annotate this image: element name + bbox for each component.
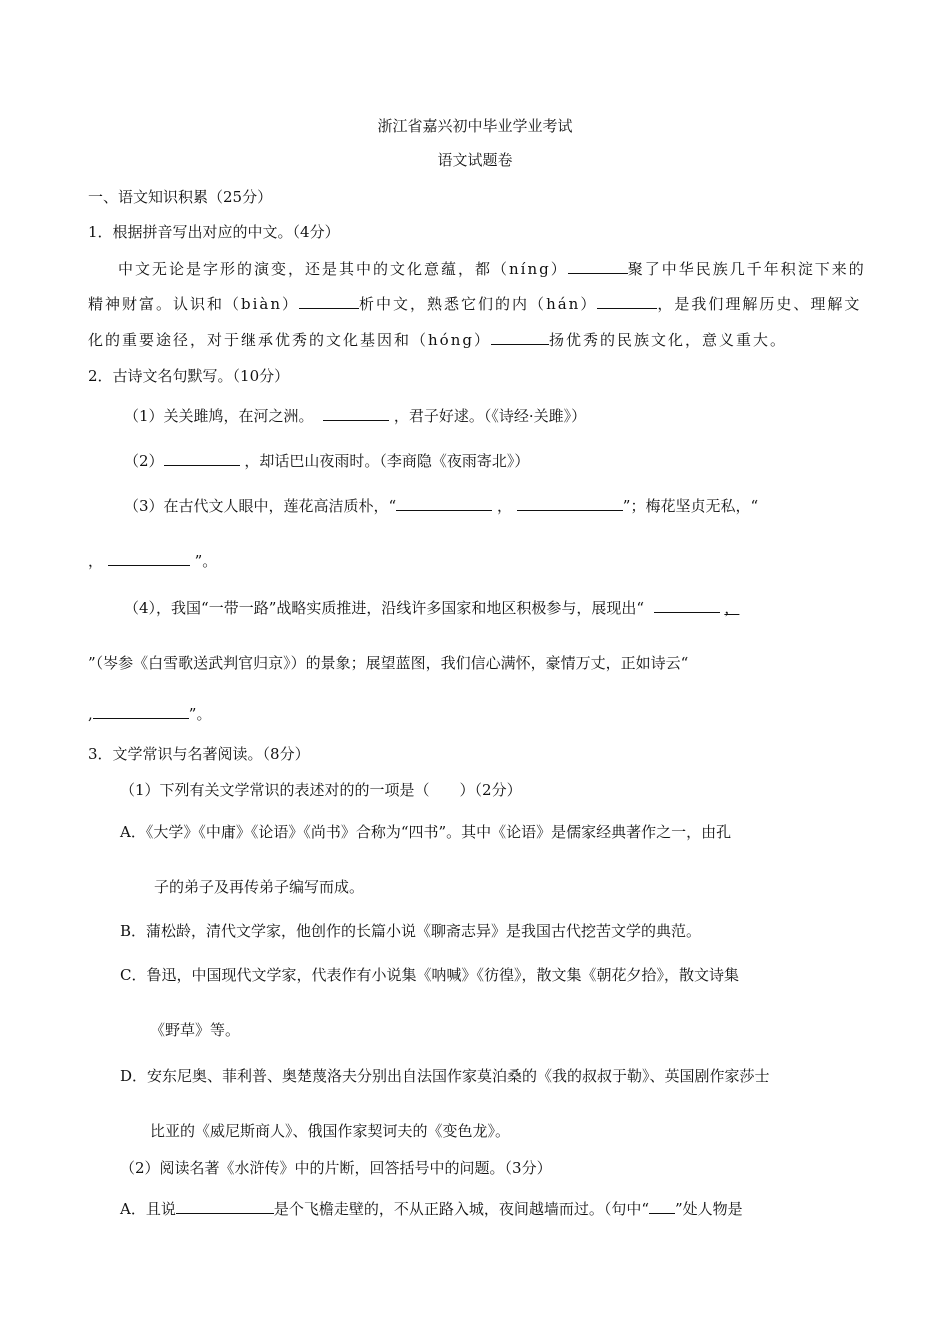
option-a-line1: A．《大学》《中庸》《论语》《尚书》合称为“四书”。其中《论语》是儒家经典著作之一，由孔: [120, 823, 732, 841]
question-1-para-line2: 精神财富。认识和（biàn） 析中文，熟悉它们的内（hán） ，是我们理解历史、理解文: [88, 295, 862, 313]
pinyin: hóng: [428, 331, 474, 349]
pinyin: hán: [546, 295, 581, 313]
answer-blank[interactable]: [323, 406, 389, 421]
answer-blank[interactable]: [164, 451, 240, 466]
question-2-item-3: （3）在古代文人眼中，莲花高洁质朴，“ ， ”；梅花坚贞无私，“: [124, 497, 759, 515]
pinyin: biàn: [241, 295, 283, 313]
answer-blank[interactable]: [299, 294, 359, 309]
option-b: B．蒲松龄，清代文学家，他创作的长篇小说《聊斋志异》是我国古代挖苦文学的典范。: [120, 922, 702, 940]
answer-blank[interactable]: [597, 294, 657, 309]
question-1-para-line1: 中文无论是字形的演变，还是其中的文化意蕴，都（níng） 聚了中华民族几千年积淀下来的: [118, 260, 866, 278]
pinyin: níng: [509, 260, 551, 278]
question-3-sub-2-a: A．且说 是个飞檐走壁的，不从正路入城，夜间越墙而过。（句中“ ”处人物是: [120, 1200, 743, 1218]
answer-blank[interactable]: [654, 598, 720, 613]
answer-blank[interactable]: [568, 259, 628, 274]
answer-blank[interactable]: [93, 704, 189, 719]
answer-blank[interactable]: [176, 1199, 274, 1214]
question-3-sub-2: （2）阅读名著《水浒传》中的片断，回答括号中的问题。（3分）: [120, 1159, 552, 1177]
page-title: 浙江省嘉兴初中毕业学业考试: [377, 117, 573, 135]
answer-blank[interactable]: [517, 496, 623, 511]
question-2-item-4-end: , ”。: [88, 705, 212, 723]
answer-blank[interactable]: [396, 496, 492, 511]
option-d-line2: 比亚的《威尼斯商人》、俄国作家契诃夫的《变色龙》。: [150, 1122, 511, 1140]
question-1-para-line3: 化的重要途径，对于继承优秀的文化基因和（hóng） 扬优秀的民族文化，意义重大。: [88, 331, 788, 349]
question-2-item-3-cont: ， ”。: [88, 552, 218, 570]
question-1-stem: 1．根据拼音写出对应的中文。（4分）: [88, 223, 340, 241]
page-subtitle: 语文试题卷: [437, 151, 513, 169]
answer-blank[interactable]: [649, 1199, 675, 1214]
question-2-item-4: （4），我国“一带一路”战略实质推进，沿线许多国家和地区积极参与，展现出“ ，: [124, 599, 740, 617]
question-3-stem: 3．文学常识与名著阅读。（8分）: [88, 745, 310, 763]
option-d-line1: D．安东尼奥、菲利普、奥楚蔑洛夫分别出自法国作家莫泊桑的《我的叔叔于勒》、英国剧作家莎士: [120, 1067, 770, 1085]
option-c-line2: 《野草》等。: [150, 1021, 241, 1039]
answer-blank[interactable]: [108, 551, 190, 566]
section-heading: 一、语文知识积累（25分）: [88, 188, 273, 206]
question-2-item-4-cont: ”（岑参《白雪歌送武判官归京》）的景象；展望蓝图，我们信心满怀，豪情万丈，正如诗云“: [88, 654, 689, 672]
question-3-sub-1: （1）下列有关文学常识的表述对的的一项是（ ）（2分）: [120, 781, 522, 799]
question-2-item-2: （2） ，却话巴山夜雨时。（李商隐《夜雨寄北》）: [124, 452, 530, 470]
question-2-stem: 2．古诗文名句默写。（10分）: [88, 367, 290, 385]
question-2-item-1: （1）关关雎鸠，在河之洲。 ，君子好逑。（《诗经·关雎》）: [124, 407, 587, 425]
answer-blank[interactable]: [491, 330, 549, 345]
option-c-line1: C．鲁迅，中国现代文学家，代表作有小说集《呐喊》《彷徨》，散文集《朝花夕拾》，散文诗集: [120, 966, 739, 984]
option-a-line2: 子的弟子及再传弟子编写而成。: [154, 878, 365, 896]
